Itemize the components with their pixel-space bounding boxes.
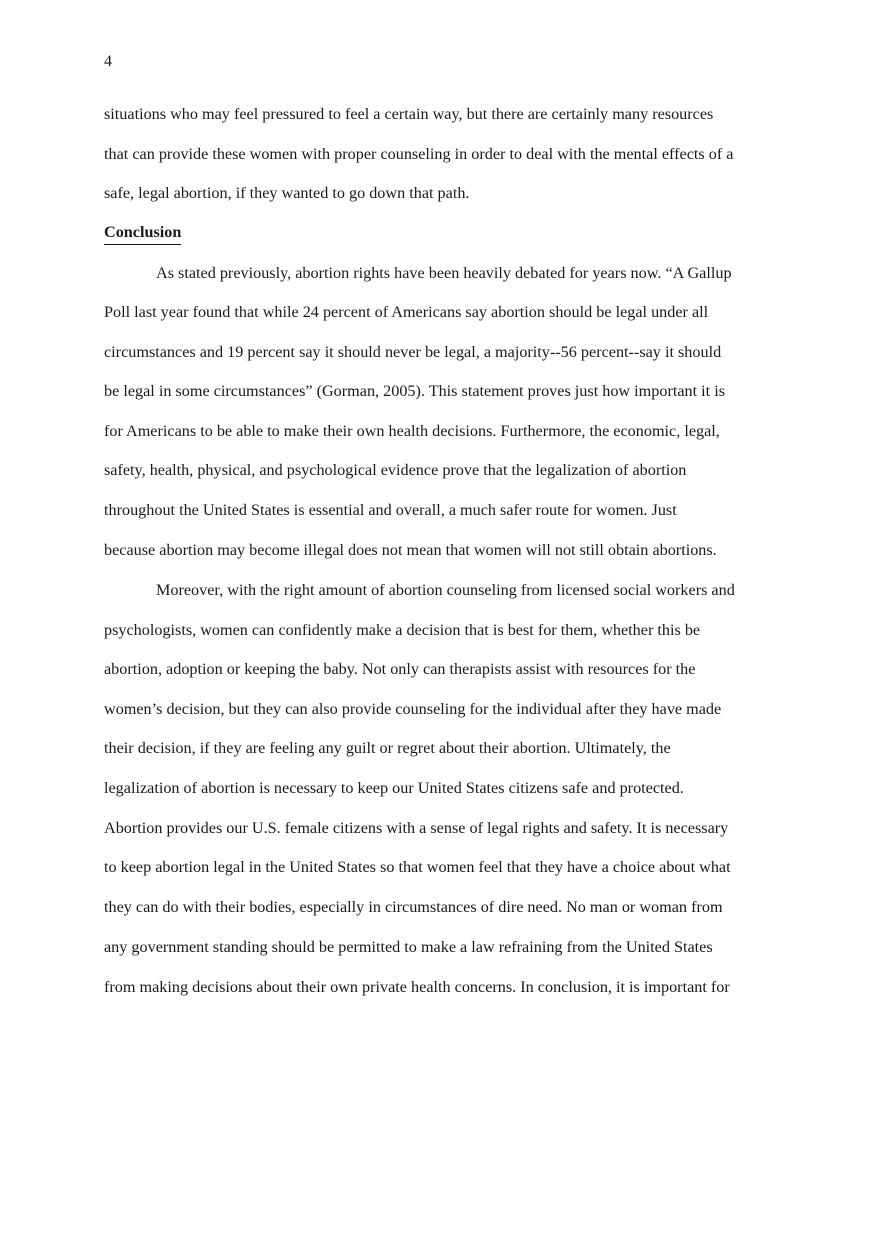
body-text-line: throughout the United States is essential and overall, a much safer route for women. Just [104, 501, 677, 519]
body-text-line: psychologists, women can confidently make a decision that is best for them, whether this be [104, 621, 701, 639]
body-text-line: for Americans to be able to make their own health decisions. Furthermore, the economic, legal, [104, 422, 720, 440]
body-text-line: safety, health, physical, and psychological evidence prove that the legalization of abortion [104, 461, 687, 479]
body-text-line: Abortion provides our U.S. female citizens with a sense of legal rights and safety. It is necessary [104, 819, 729, 837]
body-text-line: circumstances and 19 percent say it should never be legal, a majority--56 percent--say it should [104, 343, 722, 361]
body-text-line: situations who may feel pressured to feel a certain way, but there are certainly many resources [104, 105, 714, 123]
body-text-line: from making decisions about their own private health concerns. In conclusion, it is important for [104, 978, 730, 996]
body-text-line: be legal in some circumstances” (Gorman, 2005). This statement proves just how important it is [104, 382, 725, 400]
body-text-line: safe, legal abortion, if they wanted to go down that path. [104, 184, 470, 202]
body-text-line: because abortion may become illegal does not mean that women will not still obtain abortions. [104, 541, 717, 559]
body-text-line: that can provide these women with proper counseling in order to deal with the mental effects of a [104, 145, 734, 163]
body-text-line: they can do with their bodies, especially in circumstances of dire need. No man or woman from [104, 898, 723, 916]
body-text-line: Poll last year found that while 24 percent of Americans say abortion should be legal under all [104, 303, 709, 321]
body-text-line: As stated previously, abortion rights have been heavily debated for years now. “A Gallup [156, 264, 732, 282]
body-text-line: any government standing should be permitted to make a law refraining from the United States [104, 938, 713, 956]
body-text-line: women’s decision, but they can also provide counseling for the individual after they have made [104, 700, 722, 718]
page-number: 4 [104, 53, 112, 70]
section-heading: Conclusion [104, 222, 181, 245]
body-text-line: Moreover, with the right amount of abortion counseling from licensed social workers and [156, 581, 735, 599]
body-text-line: to keep abortion legal in the United States so that women feel that they have a choice about what [104, 858, 731, 876]
body-text-line: abortion, adoption or keeping the baby. Not only can therapists assist with resources for the [104, 660, 696, 678]
body-text-line: their decision, if they are feeling any guilt or regret about their abortion. Ultimately, the [104, 739, 671, 757]
body-text-line: legalization of abortion is necessary to keep our United States citizens safe and protected. [104, 779, 684, 797]
